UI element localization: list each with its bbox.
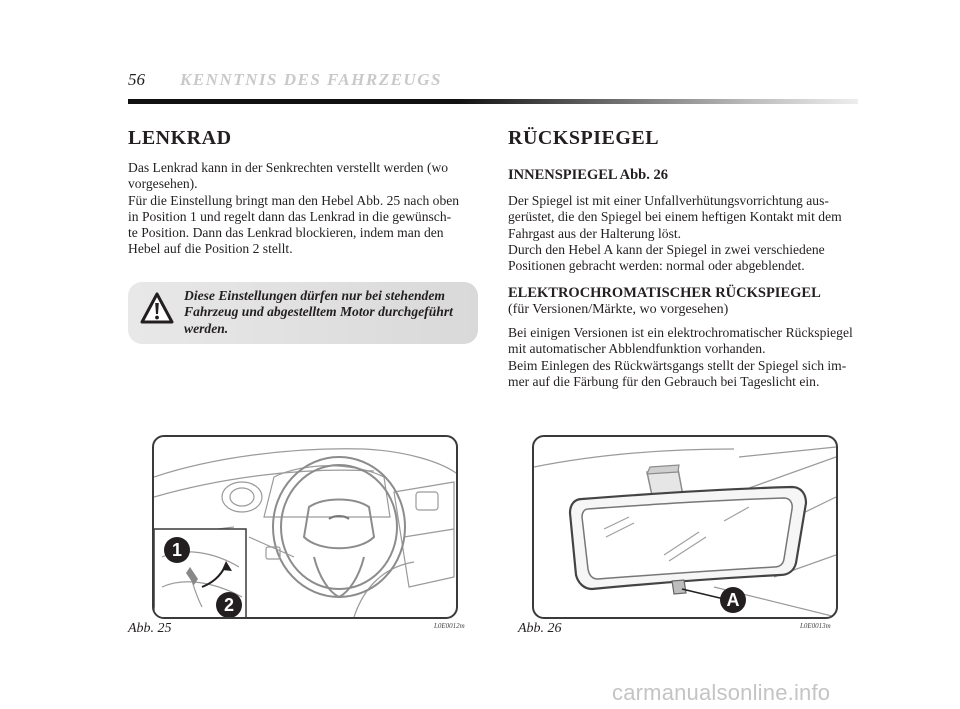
text-line: vorgesehen). xyxy=(128,176,198,192)
position-1-label: 1 xyxy=(164,537,190,563)
text-line: Fahrzeug und abgestelltem Motor durchgeführt xyxy=(184,304,453,320)
elektrochrom-paragraph xyxy=(508,325,858,390)
text-line: Fahrgast aus der Halterung löst. xyxy=(508,225,682,241)
text-line: Das Lenkrad kann in der Senkrechten verstellt werden (wo xyxy=(128,160,449,175)
figure-caption-25: Abb. 25 xyxy=(128,621,172,636)
text-line: Für die Einstellung bringt man den Hebel Abb. 25 nach oben xyxy=(128,192,460,208)
lenkrad-paragraph xyxy=(128,160,478,258)
warning-triangle-icon xyxy=(140,292,174,324)
section-title-rueckspiegel: RÜCKSPIEGEL xyxy=(508,127,660,149)
warning-text xyxy=(184,288,470,337)
elektrochrom-subheading: (für Versionen/Märkte, wo vorgesehen) xyxy=(508,302,729,317)
text-line: Durch den Hebel A kann der Spiegel in zwei verschiedene xyxy=(508,241,825,257)
text-line: te Position. Dann das Lenkrad blockieren, indem man den xyxy=(128,225,444,241)
text-line: gerüstet, die den Spiegel bei einem heftigen Kontakt mit dem xyxy=(508,209,842,225)
figure-rear-mirror xyxy=(532,435,838,619)
elektrochrom-heading: ELEKTROCHROMATISCHER RÜCKSPIEGEL xyxy=(508,285,821,301)
running-title: KENNTNIS DES FAHRZEUGS xyxy=(180,70,442,89)
innenspiegel-heading: INNENSPIEGEL Abb. 26 xyxy=(508,167,668,183)
figure-code-26: L0E0013m xyxy=(800,622,831,630)
innenspiegel-paragraph xyxy=(508,193,858,274)
position-2-label: 2 xyxy=(216,592,242,618)
text-line: Positionen gebracht werden: normal oder abgeblendet. xyxy=(508,258,805,274)
text-line: mer auf die Färbung für den Gebrauch bei Tageslicht ein. xyxy=(508,373,820,389)
figure-steering-wheel xyxy=(152,435,458,619)
text-line: Der Spiegel ist mit einer Unfallverhütungsvorrichtung aus- xyxy=(508,193,829,208)
text-line: in Position 1 und regelt dann das Lenkrad in die gewünsch- xyxy=(128,208,452,224)
rear-mirror-illustration xyxy=(534,437,836,617)
figure-caption-26: Abb. 26 xyxy=(518,621,562,636)
watermark: carmanualsonline.info xyxy=(612,680,831,705)
text-line: Diese Einstellungen dürfen nur bei stehendem xyxy=(184,288,445,303)
header-rule xyxy=(128,99,858,104)
warning-box xyxy=(128,282,478,344)
text-line: mit automatischer Abblendfunktion vorhanden. xyxy=(508,341,766,357)
text-line: Bei einigen Versionen ist ein elektrochromatischer Rückspiegel xyxy=(508,325,853,340)
page-number: 56 xyxy=(128,70,145,89)
steering-wheel-illustration xyxy=(154,437,456,617)
text-line: werden. xyxy=(184,320,229,336)
figure-code-25: L0E0012m xyxy=(434,622,465,630)
lever-a-label: A xyxy=(720,587,746,613)
text-line: Hebel auf die Position 2 stellt. xyxy=(128,241,293,257)
text-line: Beim Einlegen des Rückwärtsgangs stellt der Spiegel sich im- xyxy=(508,357,847,373)
section-title-lenkrad: LENKRAD xyxy=(128,127,232,149)
